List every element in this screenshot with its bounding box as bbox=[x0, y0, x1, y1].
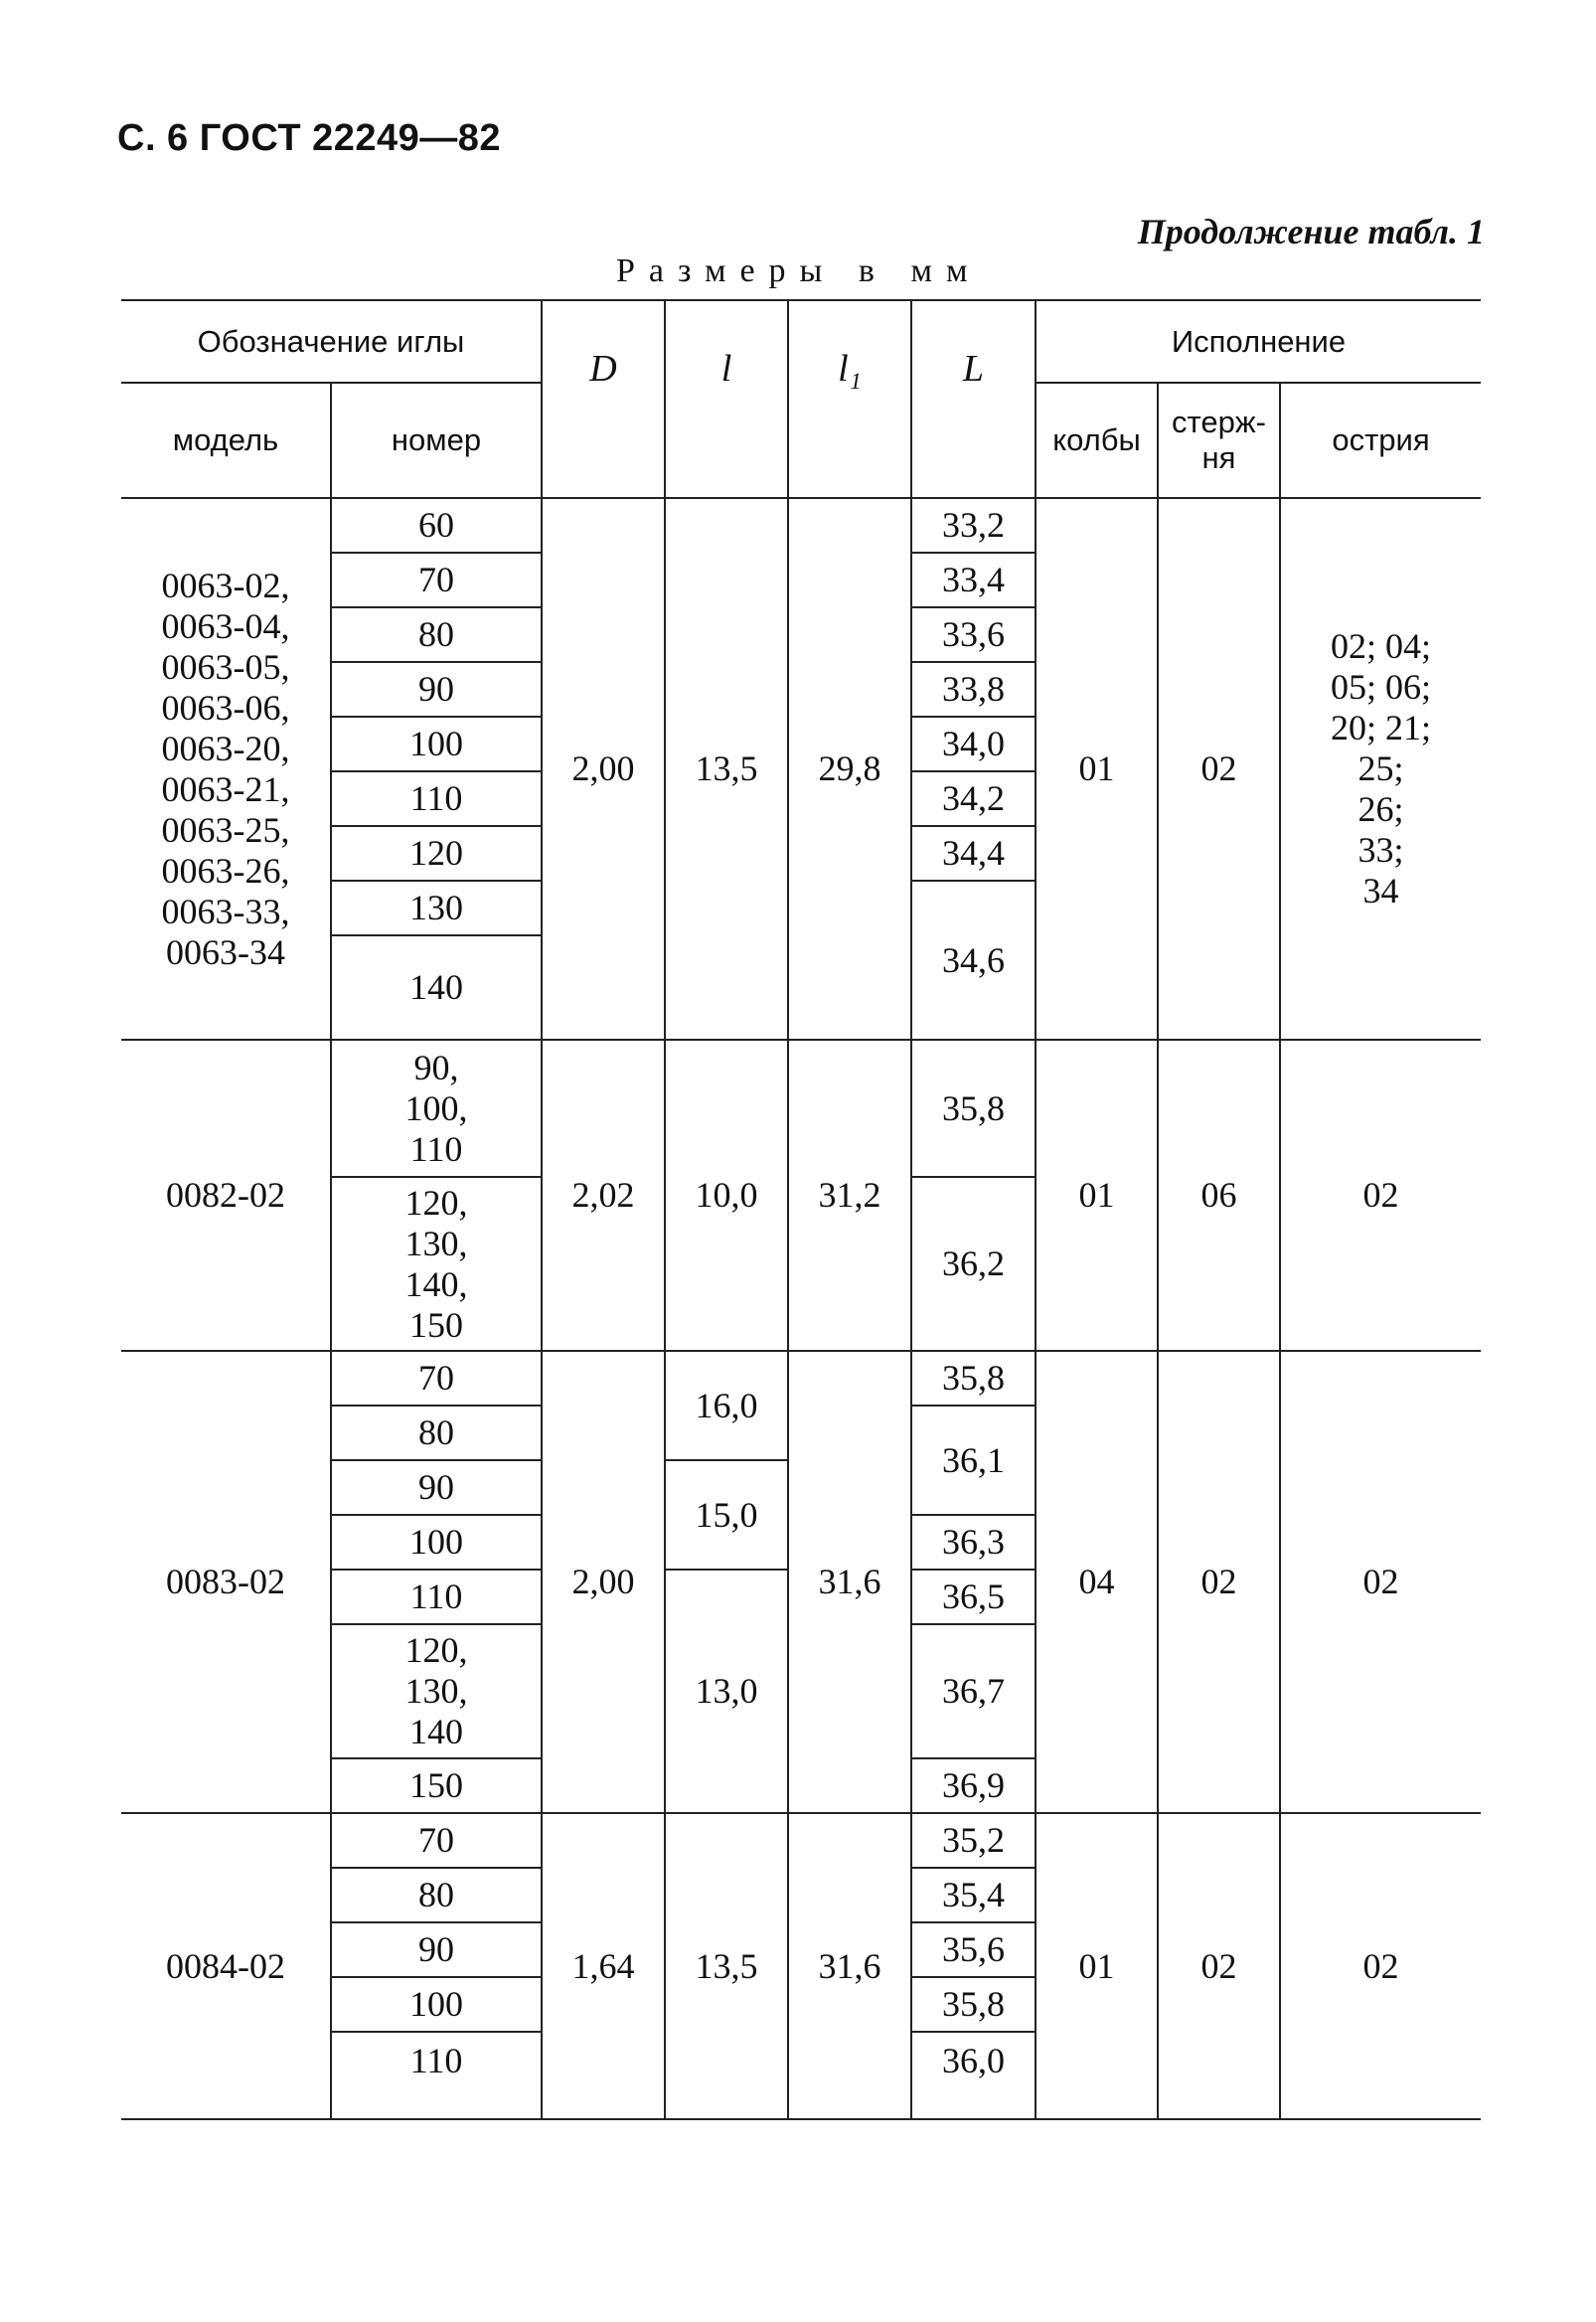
number-cell: 70 bbox=[331, 1813, 542, 1868]
L-cell: 36,2 bbox=[911, 1177, 1036, 1351]
model-cell: 0063-02, 0063-04, 0063-05, 0063-06, 0063-20, 0063-21, 0063-25, 0063-26, 0063-33, 0063-34 bbox=[121, 498, 331, 1040]
number-cell: 80 bbox=[331, 1868, 542, 1922]
table-row bbox=[121, 1351, 1481, 1406]
number-cell: 150 bbox=[331, 1758, 542, 1813]
l-cell: 15,0 bbox=[665, 1460, 788, 1570]
L-cell: 35,6 bbox=[911, 1922, 1036, 1977]
D-cell: 2,00 bbox=[542, 1351, 665, 1813]
execution-header: Исполнение bbox=[1036, 300, 1481, 383]
point-cell: 02 bbox=[1280, 1351, 1481, 1813]
number-cell: 90 bbox=[331, 1922, 542, 1977]
l-cell: 13,5 bbox=[665, 1813, 788, 2119]
l1-cell: 31,6 bbox=[788, 1351, 911, 1813]
shank-cell: 02 bbox=[1158, 1813, 1280, 2119]
l-cell: 16,0 bbox=[665, 1351, 788, 1460]
number-cell: 90 bbox=[331, 1460, 542, 1515]
L-cell: 36,3 bbox=[911, 1515, 1036, 1570]
shank-cell: 02 bbox=[1158, 1351, 1280, 1813]
L-cell: 36,9 bbox=[911, 1758, 1036, 1813]
D-cell: 2,02 bbox=[542, 1040, 665, 1351]
number-cell: 80 bbox=[331, 607, 542, 662]
point-cell: 02 bbox=[1280, 1040, 1481, 1351]
shank-cell: 02 bbox=[1158, 498, 1280, 1040]
number-cell: 110 bbox=[331, 2032, 542, 2119]
l-cell: 13,5 bbox=[665, 498, 788, 1040]
number-cell: 120, 130, 140 bbox=[331, 1624, 542, 1758]
l1-cell: 31,2 bbox=[788, 1040, 911, 1351]
number-cell: 110 bbox=[331, 1570, 542, 1624]
flask-cell: 01 bbox=[1036, 498, 1158, 1040]
number-cell: 100 bbox=[331, 717, 542, 771]
shank-header: стерж-ня bbox=[1158, 383, 1280, 498]
D-cell: 2,00 bbox=[542, 498, 665, 1040]
number-cell: 90, 100, 110 bbox=[331, 1040, 542, 1177]
flask-header: колбы bbox=[1036, 383, 1158, 498]
number-cell: 80 bbox=[331, 1406, 542, 1460]
L-cell: 33,6 bbox=[911, 607, 1036, 662]
number-header: номер bbox=[331, 383, 542, 498]
number-cell: 60 bbox=[331, 498, 542, 553]
model-cell: 0084-02 bbox=[121, 1813, 331, 2119]
l1-cell: 29,8 bbox=[788, 498, 911, 1040]
number-cell: 110 bbox=[331, 771, 542, 826]
L-cell: 35,2 bbox=[911, 1813, 1036, 1868]
number-cell: 100 bbox=[331, 1515, 542, 1570]
table-row bbox=[121, 1813, 1481, 1868]
L-cell: 33,2 bbox=[911, 498, 1036, 553]
L-cell: 35,8 bbox=[911, 1977, 1036, 2032]
number-cell: 90 bbox=[331, 662, 542, 717]
col-l-header: l bbox=[665, 300, 788, 498]
point-header: острия bbox=[1280, 383, 1481, 498]
l-cell: 10,0 bbox=[665, 1040, 788, 1351]
number-cell: 140 bbox=[331, 935, 542, 1040]
needle-dimensions-table bbox=[121, 299, 1481, 2120]
L-cell: 36,1 bbox=[911, 1406, 1036, 1515]
model-header: модель bbox=[121, 383, 331, 498]
L-cell: 34,6 bbox=[911, 881, 1036, 1040]
L-cell: 36,0 bbox=[911, 2032, 1036, 2119]
D-cell: 1,64 bbox=[542, 1813, 665, 2119]
L-cell: 35,8 bbox=[911, 1351, 1036, 1406]
designation-header: Обозначение иглы bbox=[121, 300, 542, 383]
L-cell: 33,4 bbox=[911, 553, 1036, 607]
L-cell: 34,4 bbox=[911, 826, 1036, 881]
l1-cell: 31,6 bbox=[788, 1813, 911, 2119]
table-row bbox=[121, 498, 1481, 553]
L-cell: 36,7 bbox=[911, 1624, 1036, 1758]
L-cell: 33,8 bbox=[911, 662, 1036, 717]
L-cell: 35,4 bbox=[911, 1868, 1036, 1922]
number-cell: 130 bbox=[331, 881, 542, 935]
table-continuation-caption: Продолжение табл. 1 bbox=[1137, 212, 1485, 251]
flask-cell: 01 bbox=[1036, 1813, 1158, 2119]
number-cell: 120, 130, 140, 150 bbox=[331, 1177, 542, 1351]
col-l1-header: l₁ bbox=[788, 300, 911, 498]
l-cell: 13,0 bbox=[665, 1570, 788, 1813]
col-D-header: D bbox=[542, 300, 665, 498]
number-cell: 100 bbox=[331, 1977, 542, 2032]
L-cell: 34,2 bbox=[911, 771, 1036, 826]
page-title: С. 6 ГОСТ 22249—82 bbox=[117, 117, 502, 159]
L-cell: 35,8 bbox=[911, 1040, 1036, 1177]
model-cell: 0083-02 bbox=[121, 1351, 331, 1813]
shank-cell: 06 bbox=[1158, 1040, 1280, 1351]
number-cell: 70 bbox=[331, 553, 542, 607]
L-cell: 34,0 bbox=[911, 717, 1036, 771]
point-cell: 02; 04; 05; 06; 20; 21; 25; 26; 33; 34 bbox=[1280, 498, 1481, 1040]
number-cell: 70 bbox=[331, 1351, 542, 1406]
point-cell: 02 bbox=[1280, 1813, 1481, 2119]
col-L-header: L bbox=[911, 300, 1036, 498]
table-row bbox=[121, 1040, 1481, 1177]
units-caption: Размеры в мм bbox=[616, 252, 982, 289]
flask-cell: 01 bbox=[1036, 1040, 1158, 1351]
model-cell: 0082-02 bbox=[121, 1040, 331, 1351]
L-cell: 36,5 bbox=[911, 1570, 1036, 1624]
flask-cell: 04 bbox=[1036, 1351, 1158, 1813]
number-cell: 120 bbox=[331, 826, 542, 881]
